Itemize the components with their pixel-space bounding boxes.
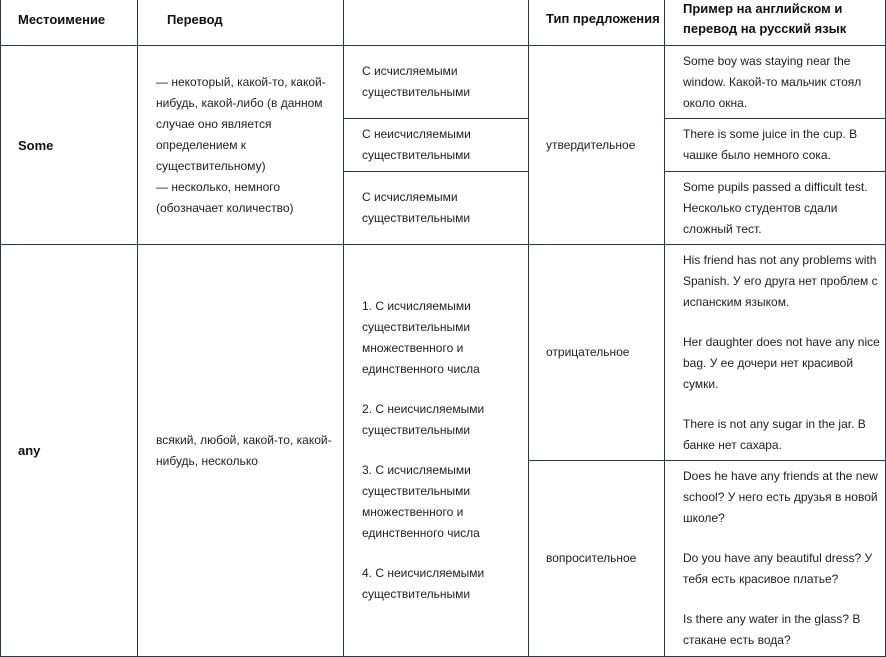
example-question-1: Does he have any friends at the new school? У него есть друзья в новой школе?: [683, 469, 878, 525]
sentence-type-some: утвердительное: [546, 137, 636, 152]
column-divider: [137, 0, 138, 657]
pronoun-any: any: [18, 443, 41, 458]
sentence-type-negative: отрицательное: [546, 345, 630, 359]
header-usage: [362, 0, 527, 40]
usage-any-list: [362, 296, 527, 605]
example-question-3: Is there any water in the glass? В стакане есть вода?: [683, 612, 861, 647]
example-some-2: There is some juice in the cup. В чашке было немного сока.: [683, 127, 858, 162]
column-divider: [528, 0, 529, 657]
usage-any-3: 3. С исчисляемыми существительными множественного и единственного числа: [362, 463, 480, 540]
example-some-1: Some boy was staying near the window. Какой-то мальчик стоял около окна.: [683, 53, 862, 110]
example-negative-1: His friend has not any problems with Spanish. У его друга нет проблем с испанским языком.: [683, 252, 878, 309]
usage-some-2: С неисчисляемыми существительными: [362, 127, 471, 162]
example-negative-3: There is not any sugar in the jar. В банке нет сахара.: [683, 416, 866, 452]
pronoun-some: Some: [18, 137, 54, 153]
examples-question: [683, 461, 883, 656]
translation-some: — некоторый, какой-то, какой-нибудь, какой-либо (в данном случае оно является определением к существительному) — несколько, немного (обозначает количество): [156, 74, 326, 215]
header-translation: Перевод: [167, 12, 223, 27]
usage-any: [362, 245, 527, 656]
usage-any-2: 2. С неисчисляемыми существительными: [362, 402, 485, 437]
usage-any-1: 1. С исчисляемыми существительными множественного и единственного числа: [362, 299, 480, 376]
header-pronoun: Местоимение: [18, 12, 106, 27]
sentence-type-question: вопросительное: [546, 551, 637, 565]
example-negative-2: Her daughter does not have any nice bag. У ее дочери нет красивой сумки.: [683, 334, 880, 391]
usage-some-1: С исчисляемыми существительными: [362, 64, 471, 99]
header-example: Пример на английском и перевод на русский язык: [683, 1, 847, 36]
usage-some-3: С исчисляемыми существительными: [362, 190, 471, 225]
usage-any-4: 4. С неисчисляемыми существительными: [362, 566, 485, 601]
header-sentence-type: Тип предложения: [546, 11, 660, 26]
examples-negative: [683, 245, 883, 460]
examples-question-list: [683, 466, 883, 651]
examples-negative-list: [683, 250, 883, 456]
example-some-3: Some pupils passed a difficult test. Несколько студентов сдали сложный тест.: [683, 179, 868, 236]
translation-any: всякий, любой, какой-то, какой-нибудь, несколько: [156, 432, 332, 468]
column-divider: [0, 0, 1, 657]
example-question-2: Do you have any beautiful dress? У тебя есть красивое платье?: [683, 551, 873, 586]
